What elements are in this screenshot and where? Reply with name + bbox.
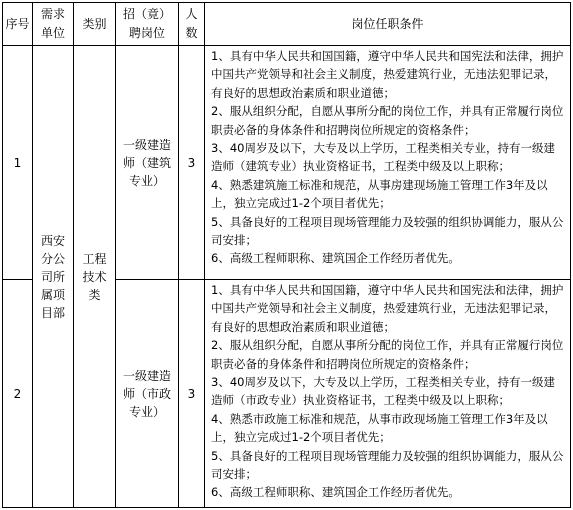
row-seq: 2 [3,280,33,508]
condition-line: 5、具备良好的工程项目现场管理能力及较强的组织协调能力，服从公司安排； [211,448,564,482]
row-count: 3 [179,280,205,508]
row-conditions [205,46,571,280]
header-position: 招（竟）聘岗位 [116,3,179,46]
row-count: 3 [179,46,205,280]
row-seq: 1 [3,46,33,280]
header-category: 类别 [74,3,116,46]
condition-line: 5、具备良好的工程项目现场管理能力及较强的组织协调能力，服从公司安排； [211,214,564,248]
shared-unit-cell: 西安分公司所属项目部 [33,46,74,508]
row-position: 一级建造师（市政专业） [116,280,179,508]
header-unit: 需求单位 [33,3,74,46]
header-requirements: 岗位任职条件 [205,3,571,46]
condition-line: 6、高级工程师职称、建筑国企工作经历者优先。 [211,251,460,266]
condition-line: 1、具有中华人民共和国国籍，遵守中华人民共和国宪法和法律，拥护中国共产党领导和社会主义制度，热爱建筑行业，无违法犯罪记录，有良好的思想政治素质和职业道德； [211,49,564,100]
condition-line: 6、高级工程师职称、建筑国企工作经历者优先。 [211,485,460,500]
condition-line: 2、服从组织分配，自愿从事所分配的岗位工作，并具有正常履行岗位职责必备的身体条件和招聘岗位所规定的资格条件； [211,338,564,371]
condition-line: 3、40周岁及以下，大专及以上学历，工程类相关专业，持有一级建造师（市政专业）执业资格证书，工程类中级及以上职称； [211,375,555,408]
recruitment-table-container [2,2,571,508]
table-row [3,46,571,280]
condition-line: 1、具有中华人民共和国国籍，遵守中华人民共和国宪法和法律，拥护中国共产党领导和社会主义制度，热爱建筑行业，无违法犯罪记录，有良好的思想政治素质和职业道德； [211,283,564,334]
condition-line: 2、服从组织分配，自愿从事所分配的岗位工作，并具有正常履行岗位职责必备的身体条件和招聘岗位所规定的资格条件； [211,104,564,137]
recruitment-table [2,2,571,508]
condition-line: 4、熟悉建筑施工标准和规范，从事房建现场施工管理工作3年及以上，独立完成过1-2个项目者优先； [211,177,548,211]
condition-line: 4、熟悉市政施工标准和规范，从事市政现场施工管理工作3年及以上，独立完成过1-2个项目者优先； [211,411,548,445]
header-row [3,3,571,46]
shared-category-cell: 工程技术类 [74,46,116,508]
row-position: 一级建造师（建筑专业） [116,46,179,280]
row-conditions [205,280,571,508]
condition-line: 3、40周岁及以下，大专及以上学历，工程类相关专业，持有一级建造师（建筑专业）执业资格证书，工程类中级及以上职称； [211,141,555,174]
header-seq: 序号 [3,3,33,46]
header-count: 人数 [179,3,205,46]
